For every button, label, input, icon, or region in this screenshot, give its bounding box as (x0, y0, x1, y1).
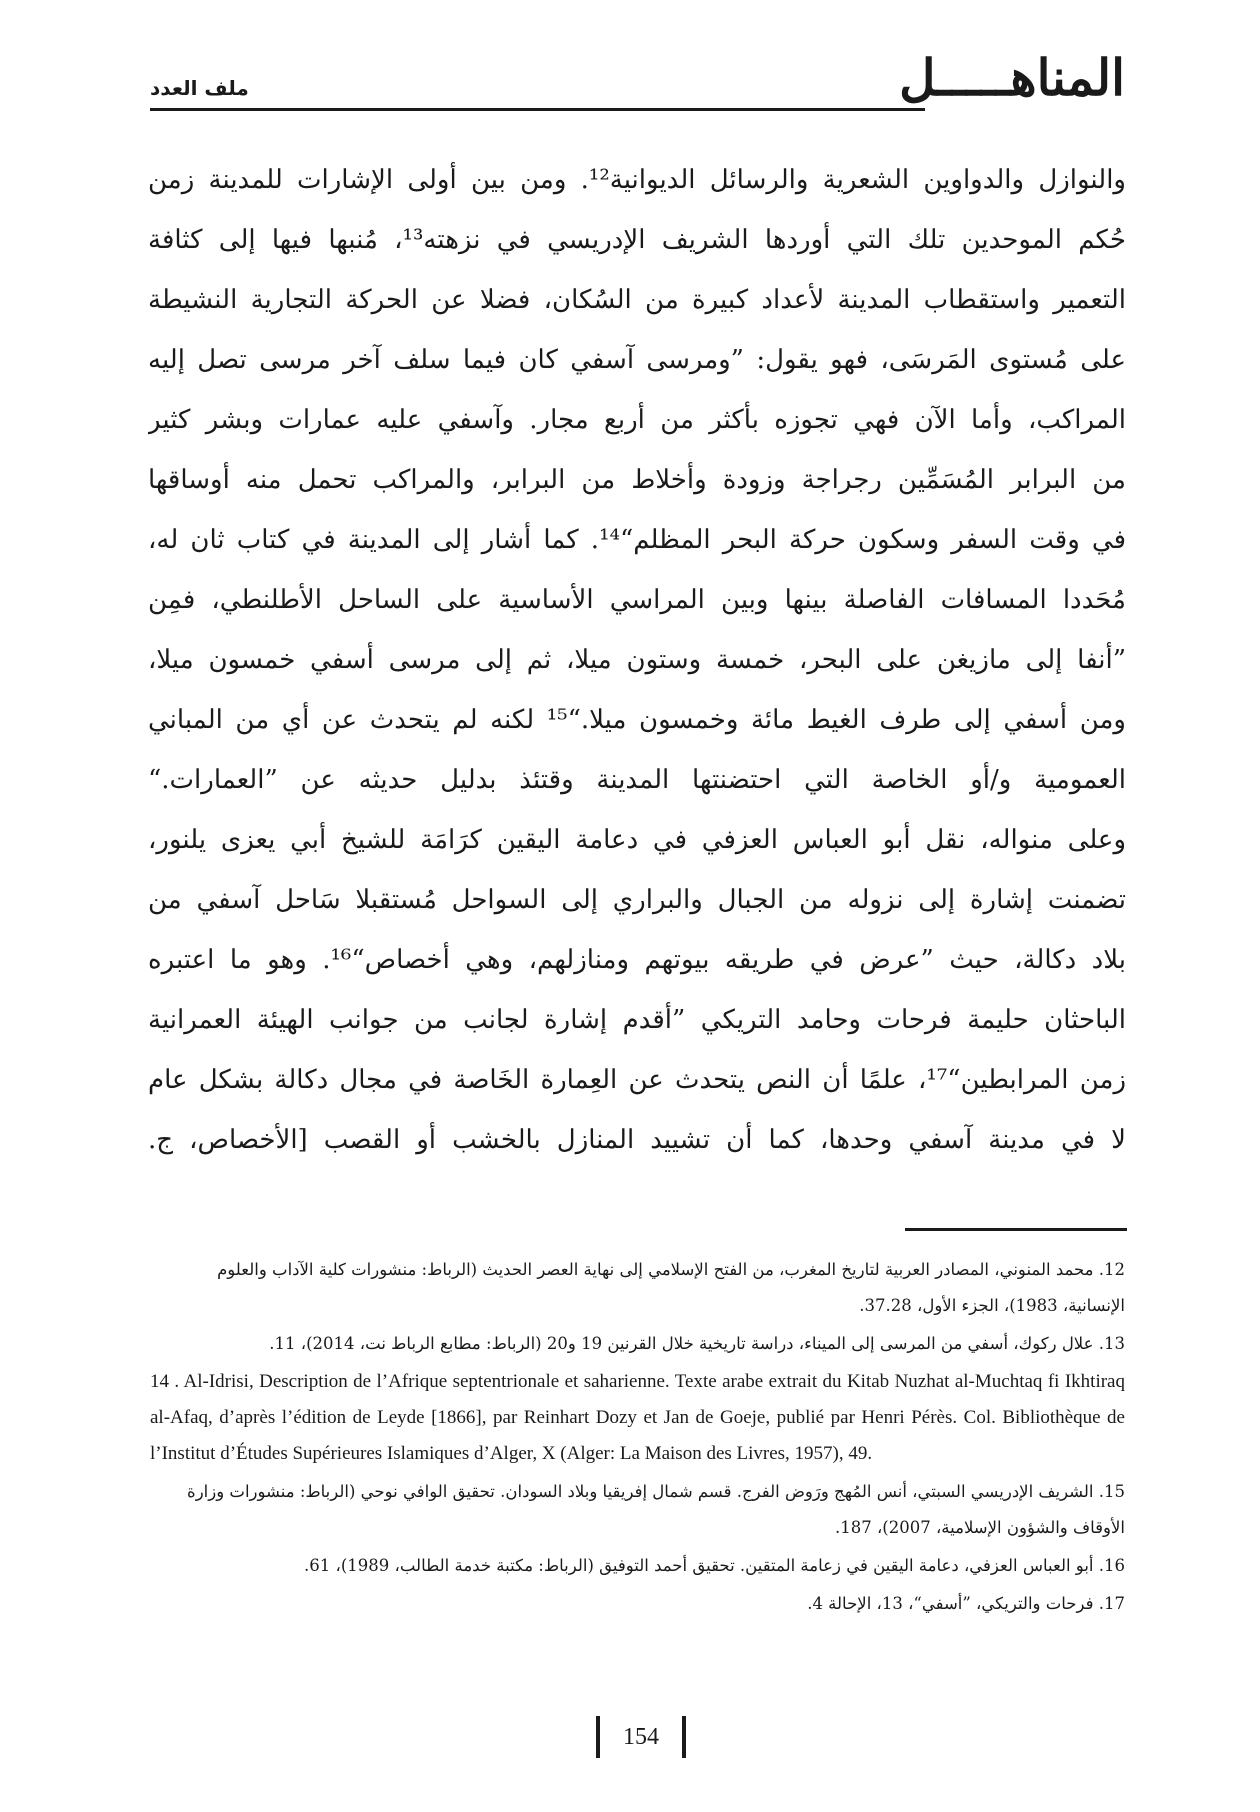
footnotes (150, 1252, 1125, 1624)
body-line: حُكم الموحدين تلك التي أوردها الشريف الإدريسي في نزهته¹³، مُنبها فيها إلى كثافة (148, 225, 1126, 255)
body-line: تضمنت إشارة إلى نزوله من الجبال والبراري إلى السواحل مُستقبلا سَاحل آسفي من (148, 885, 1126, 915)
body-line: ومن أسفي إلى طرف الغيط مائة وخمسون ميلا.“¹⁵ لكنه لم يتحدث عن أي من المباني (148, 705, 1126, 735)
footnote-rule (905, 1228, 1127, 1231)
body-line: الباحثان حليمة فرحات وحامد التريكي ”أقدم إشارة لجانب من جوانب الهيئة العمرانية (148, 1005, 1126, 1035)
page-number: 154 (623, 1723, 659, 1750)
body-line: المراكب، وأما الآن فهي تجوزه بأكثر من أربع مجار. وآسفي عليه عمارات وبشر كثير (148, 405, 1126, 435)
body-line: مُحَددا المسافات الفاصلة بينها وبين المراسي الأساسية على الساحل الأطلنطي، فمِن (148, 585, 1126, 615)
footnote-17: 17. فرحات والتريكي، ”أسفي“، 13، الإحالة 4. (807, 1594, 1125, 1613)
body-line: العمومية و/أو الخاصة التي احتضنتها المدينة وقتئذ بدليل حديثه عن ”العمارات.“ (148, 765, 1126, 795)
body-line: في وقت السفر وسكون حركة البحر المظلم“¹⁴. كما أشار إلى المدينة في كتاب ثان له، (148, 525, 1126, 555)
footnote-12: 12. محمد المنوني، المصادر العربية لتاريخ المغرب، من الفتح الإسلامي إلى نهاية العصر الحديث (الرباط: منشورات كلية الآداب والعلوم الإنسانية، 1983)، الجزء الأول، 37.28. (217, 1260, 1125, 1315)
header-rule (150, 108, 925, 111)
body-line: على مُستوى المَرسَى، فهو يقول: ”ومرسى آسفي كان فيما سلف آخر مرسى تصل إليه (148, 345, 1126, 375)
page-number-box (596, 1716, 686, 1758)
journal-logo: المناهـــــل (899, 48, 1125, 107)
body-line: من البرابر المُسَمِّين رجراجة وزودة وأخلاط من البرابر، والمراكب تحمل منه أوساقها (148, 465, 1126, 495)
body-text (148, 150, 1126, 1170)
body-line: لا في مدينة آسفي وحدها، كما أن تشييد المنازل بالخشب أو القصب [الأخصاص، ج. (148, 1125, 1126, 1155)
body-line: زمن المرابطين“¹⁷، علمًا أن النص يتحدث عن العِمارة الخَاصة في مجال دكالة بشكل عام (148, 1065, 1126, 1095)
body-line: وعلى منواله، نقل أبو العباس العزفي في دعامة اليقين كرَامَة للشيخ أبي يعزى يلنور، (148, 825, 1126, 855)
footnote-16: 16. أبو العباس العزفي، دعامة اليقين في زعامة المتقين. تحقيق أحمد التوفيق (الرباط: مكتبة خدمة الطالب، 1989)، 61. (304, 1556, 1125, 1575)
body-line: التعمير واستقطاب المدينة لأعداد كبيرة من السُكان، فضلا عن الحركة التجارية النشيطة (148, 285, 1126, 315)
body-line: ”أنفا إلى مازيغن على البحر، خمسة وستون ميلا، ثم إلى مرسى أسفي خمسون ميلا، (148, 645, 1126, 675)
footnote-13: 13. علال ركوك، أسفي من المرسى إلى الميناء، دراسة تاريخية خلال القرنين 19 و20 (الرباط: مطابع الرباط نت، 2014)، 11. (269, 1334, 1125, 1353)
page-header (150, 48, 1125, 128)
body-line: بلاد دكالة، حيث ”عرض في طريقه بيوتهم ومنازلهم، وهي أخصاص“¹⁶. وهو ما اعتبره (148, 945, 1126, 975)
footnote-15: 15. الشريف الإدريسي السبتي، أنس المُهج ورَوض الفرج. قسم شمال إفريقيا وبلاد السودان. تحقيق الوافي نوحي (الرباط: منشورات وزارة الأوقاف والشؤون الإسلامية، 2007)، 187. (187, 1482, 1125, 1537)
section-label: ملف العدد (150, 76, 249, 100)
body-line: والنوازل والدواوين الشعرية والرسائل الديوانية¹². ومن بين أولى الإشارات للمدينة زمن (148, 165, 1126, 195)
footnote-14: 14 . Al-Idrisi, Description de l’Afrique septentrionale et saharienne. Texte arabe extrait du Kitab Nuzhat al-Muchtaq fi Ikhtiraq al-Afaq, d’après l’édition de Leyde [1866], par Reinhart Dozy et Jan de Goeje, publié par Henri Pérès. Col. Bibliothèque de l’Institut d’Études Supérieures Islamiques d’Alger, X (Alger: La Maison des Livres, 1957), 49. (150, 1371, 1125, 1464)
